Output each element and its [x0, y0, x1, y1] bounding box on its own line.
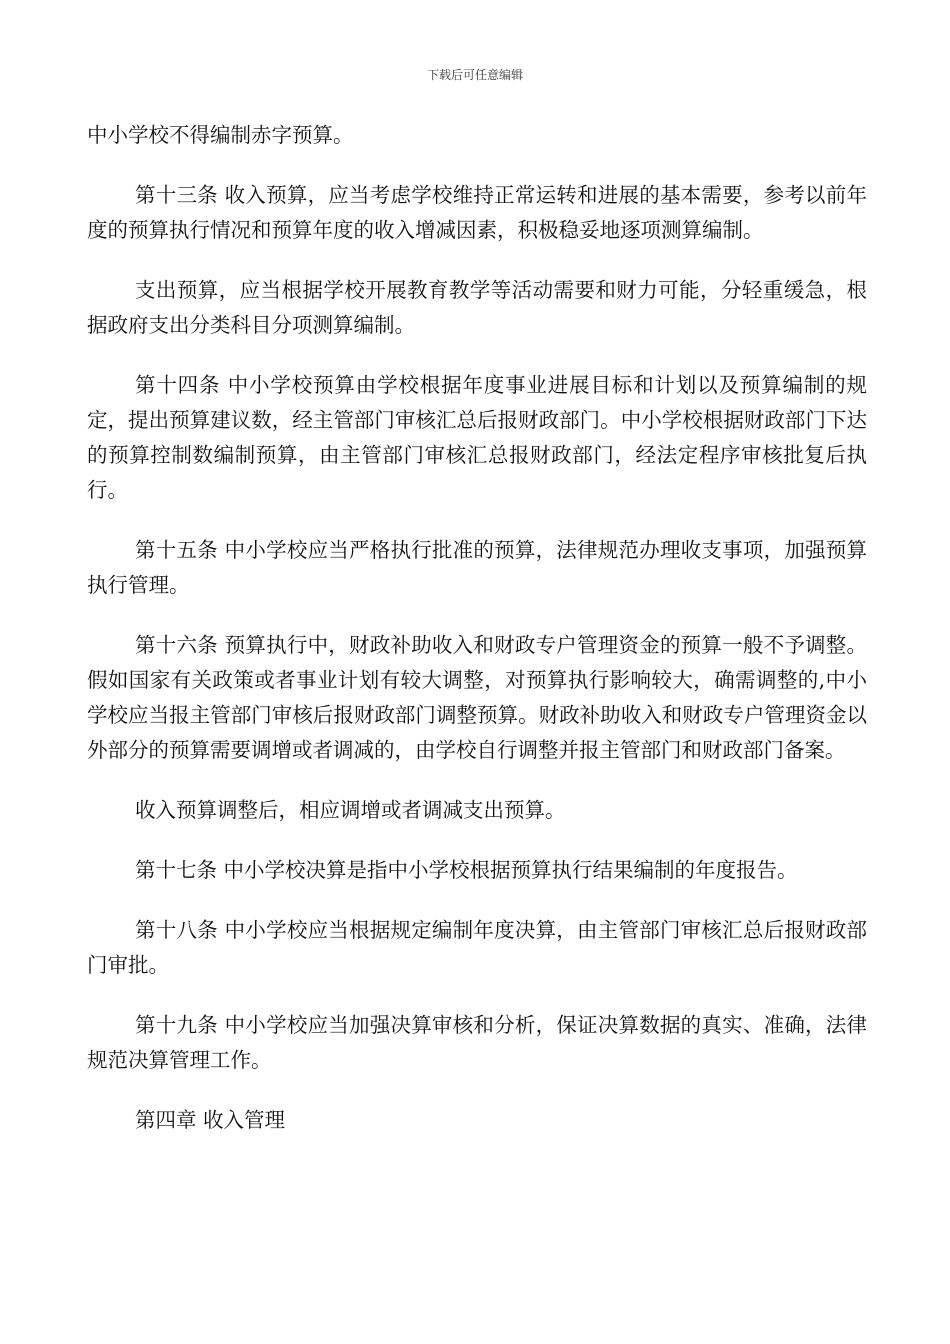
- document-body: [87, 118, 867, 1163]
- paragraph: 收入预算调整后，相应调增或者调减支出预算。: [135, 798, 566, 822]
- article-14: 第十四条 中小学校预算由学校根据年度事业进展目标和计划以及预算编制的规定，提出预算建议数，经主管部门审核汇总后报财政部门。中小学校根据财政部门下达的预算控制数编制预算，由主管部门审核汇总报财政部门，经法定程序审核批复后执行。: [87, 373, 867, 502]
- article-18: 第十八条 中小学校应当根据规定编制年度决算，由主管部门审核汇总后报财政部门审批。: [87, 918, 867, 977]
- chapter-heading: 第四章 收入管理: [135, 1108, 286, 1132]
- article-17: 第十七条 中小学校决算是指中小学校根据预算执行结果编制的年度报告。: [135, 858, 798, 882]
- page-header: 下载后可任意编辑: [426, 68, 523, 82]
- article-15: 第十五条 中小学校应当严格执行批准的预算，法律规范办理收支事项，加强预算执行管理。: [87, 538, 867, 597]
- paragraph: 中小学校不得编制赤字预算。: [87, 123, 354, 147]
- paragraph: 支出预算，应当根据学校开展教育教学等活动需要和财力可能，分轻重缓急，根据政府支出分类科目分项测算编制。: [87, 278, 867, 337]
- article-13: 第十三条 收入预算，应当考虑学校维持正常运转和进展的基本需要，参考以前年度的预算执行情况和预算年度的收入增减因素，积极稳妥地逐项测算编制。: [87, 183, 867, 242]
- article-19: 第十九条 中小学校应当加强决算审核和分析，保证决算数据的真实、准确，法律规范决算管理工作。: [87, 1013, 867, 1072]
- article-16: 第十六条 预算执行中，财政补助收入和财政专户管理资金的预算一般不予调整。假如国家有关政策或者事业计划有较大调整，对预算执行影响较大，确需调整的,中小学校应当报主管部门审核后报财政部门调整预算。财政补助收入和财政专户管理资金以外部分的预算需要调增或者调减的，由学校自行调整并报主管部门和财政部门备案。: [87, 633, 867, 762]
